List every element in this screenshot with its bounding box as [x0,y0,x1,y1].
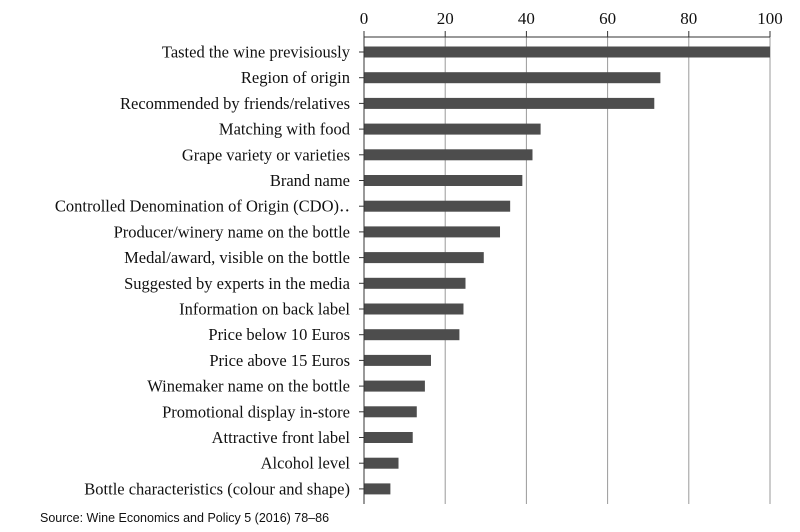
category-label: Region of origin [240,68,350,88]
bar [365,252,484,263]
category-label: Matching with food [218,119,350,139]
bar [365,355,431,366]
bar [365,432,413,443]
category-label: Attractive front label [211,428,350,447]
x-tick-label: 80 [680,9,698,28]
bar [365,406,417,417]
category-label: Controlled Denomination of Origin (CDO)‥ [54,196,350,216]
bar [365,124,541,135]
category-label: Information on back label [179,299,350,319]
bar [365,304,464,315]
bar [365,329,460,340]
category-label: Bottle characteristics (colour and shape) [84,479,350,499]
x-tick-label: 60 [599,9,617,28]
category-label: Medal/award, visible on the bottle [124,248,350,268]
category-label: Producer/winery name on the bottle [113,222,350,242]
bar [365,483,391,494]
x-tick-label: 20 [436,9,454,28]
category-label: Tasted the wine previsiously [161,42,350,62]
bar [365,98,655,109]
category-label: Suggested by experts in the media [124,273,350,293]
category-label: Brand name [269,171,350,190]
bar [365,278,466,289]
bar [365,226,501,237]
x-tick-label: 40 [517,9,535,28]
bar [365,458,399,469]
category-label: Recommended by friends/relatives [119,93,350,113]
category-label: Grape variety or varieties [181,145,350,165]
bar [365,201,511,212]
x-tick-label: 100 [757,9,783,28]
category-label: Price above 15 Euros [209,350,350,370]
category-label: Promotional display in-store [162,402,350,422]
x-tick-label: 0 [359,9,369,28]
bar [365,381,425,392]
category-label: Alcohol level [260,453,350,473]
category-label: Winemaker name on the bottle [147,376,350,396]
source-caption: Source: Wine Economics and Policy 5 (2016) 78–86 [40,511,330,525]
bar [365,175,523,186]
bar [365,72,661,83]
category-label: Price below 10 Euros [208,325,350,345]
bar [365,47,771,58]
bar [365,149,533,160]
